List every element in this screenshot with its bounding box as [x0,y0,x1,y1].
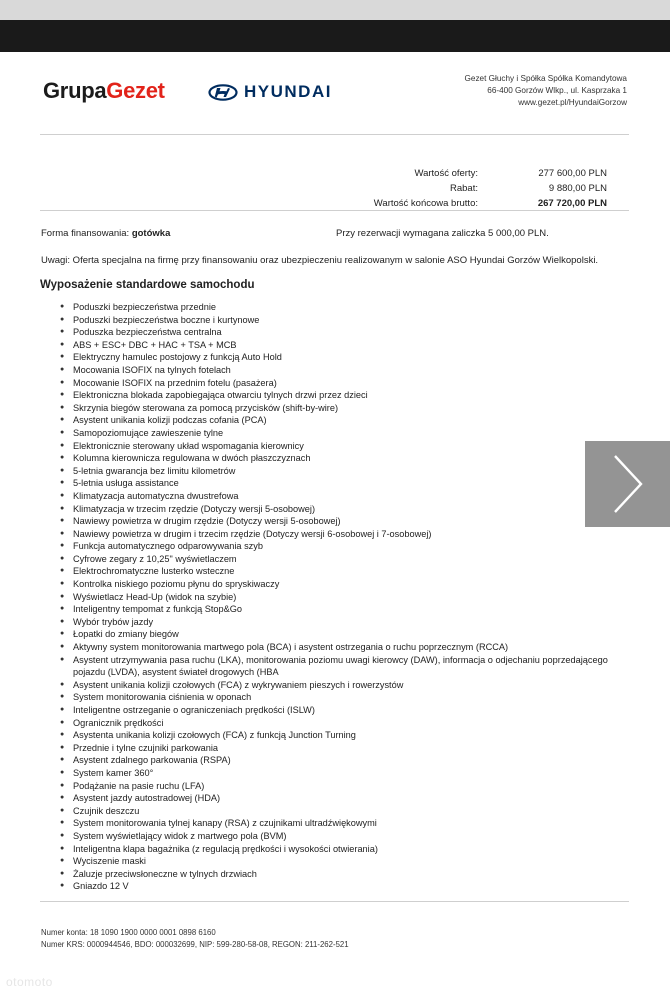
equipment-item: ● Inteligentne ostrzeganie o ograniczeniach prędkości (ISLW) [60,704,620,717]
equipment-item: ● Wybór trybów jazdy [60,616,620,629]
equipment-item: ● Asystent unikania kolizji podczas cofania (PCA) [60,414,620,427]
total-label: Wartość końcowa brutto: [373,198,478,209]
equipment-item: ● Klimatyzacja automatyczna dwustrefowa [60,490,620,503]
equipment-item: ● Kolumna kierownicza regulowana w dwóch płaszczyznach [60,452,620,465]
watermark: otomoto [6,975,53,989]
financing-form [41,228,170,239]
equipment-item: ● Kontrolka niskiego poziomu płynu do spryskiwaczy [60,578,620,591]
equipment-item: ● Asystent jazdy autostradowej (HDA) [60,792,620,805]
hyundai-logo [208,82,332,102]
company-name: Gezet Głuchy i Spółka Spółka Komandytowa [464,74,627,83]
hyundai-emblem-icon [208,84,238,101]
document-footer [41,927,349,951]
equipment-list [60,301,620,893]
equipment-item: ● Poduszki bezpieczeństwa boczne i kurtynowe [60,314,620,327]
next-image-button[interactable] [585,441,670,527]
offer-summary [340,166,610,211]
equipment-item: ● Elektryczny hamulec postojowy z funkcją Auto Hold [60,351,620,364]
top-strip [0,0,670,20]
equipment-title: Wyposażenie standardowe samochodu [40,279,255,291]
equipment-item: ● System wyświetlający widok z martwego pola (BVM) [60,830,620,843]
offer-value-amount: 277 600,00 PLN [538,168,607,179]
registry-info: Numer KRS: 0000944546, BDO: 000032699, NIP: 599-280-58-08, REGON: 211-262-521 [41,940,349,949]
footer-divider [40,901,629,902]
total-row [340,196,610,211]
offer-value-row [340,166,610,181]
equipment-item: ● 5-letnia gwarancja bez limitu kilometrów [60,465,620,478]
equipment-item: ● Samopoziomujące zawieszenie tylne [60,427,620,440]
equipment-item: ● Czujnik deszczu [60,805,620,818]
equipment-item: ● Asystent utrzymywania pasa ruchu (LKA), monitorowania poziomu uwagi kierowcy (DAW), informacja o odjechaniu poprzedającego pojazdu (LVDA), asystent świateł drogowych (HBA [60,654,620,679]
equipment-item: ● Wyciszenie maski [60,855,620,868]
equipment-item: ● Elektronicznie sterowany układ wspomagania kierownicy [60,440,620,453]
equipment-item: ● Mocowania ISOFIX na tylnych fotelach [60,364,620,377]
grupa-gezet-logo [43,78,165,104]
equipment-item: ● Aktywny system monitorowania martwego pola (BCA) i asystent ostrzegania o ruchu poprzecznym (RCCA) [60,641,620,654]
offer-remarks: Uwagi: Oferta specjalna na firmę przy finansowaniu oraz ubezpieczeniu realizowanym w salonie ASO Hyundai Gorzów Wielkopolski. [41,255,599,266]
logo-part-1: Grupa [43,78,107,103]
equipment-item: ● Elektrochromatyczne lusterko wsteczne [60,565,620,578]
equipment-item: ● Poduszka bezpieczeństwa centralna [60,326,620,339]
reservation-note: Przy rezerwacji wymagana zaliczka 5 000,00 PLN. [336,228,549,239]
discount-amount: 9 880,00 PLN [548,183,607,194]
equipment-item: ● Nawiewy powietrza w drugim rzędzie (Dotyczy wersji 5-osobowej) [60,515,620,528]
equipment-item: ● Mocowanie ISOFIX na przednim fotelu (pasażera) [60,377,620,390]
company-street: 66-400 Gorzów Wlkp., ul. Kasprzaka 1 [487,86,627,95]
header-divider [40,134,629,135]
equipment-item: ● Asystent unikania kolizji czołowych (FCA) z wykrywaniem pieszych i rowerzystów [60,679,620,692]
equipment-item: ● Nawiewy powietrza w drugim i trzecim rzędzie (Dotyczy wersji 6-osobowej i 7-osobowej) [60,528,620,541]
discount-row [340,181,610,196]
equipment-item: ● System monitorowania tylnej kanapy (RSA) z czujnikami ultradźwiękowymi [60,817,620,830]
company-website[interactable]: www.gezet.pl/HyundaiGorzow [518,98,627,107]
equipment-item: ● Gniazdo 12 V [60,880,620,893]
equipment-item: ● Funkcja automatycznego odparowywania szyb [60,540,620,553]
company-address [465,73,627,109]
equipment-item: ● Poduszki bezpieczeństwa przednie [60,301,620,314]
offer-divider [40,210,629,211]
offer-value-label: Wartość oferty: [414,168,478,179]
bank-account: Numer konta: 18 1090 1900 0000 0001 0898 6160 [41,928,216,937]
equipment-item: ● System monitorowania ciśnienia w oponach [60,691,620,704]
equipment-item: ● Żaluzje przeciwsłoneczne w tylnych drzwiach [60,868,620,881]
equipment-item: ● Asystenta unikania kolizji czołowych (FCA) z funkcją Junction Turning [60,729,620,742]
equipment-item: ● System kamer 360° [60,767,620,780]
equipment-item: ● Inteligentny tempomat z funkcją Stop&Go [60,603,620,616]
logo-part-2: Gezet [106,78,165,103]
equipment-item: ● Inteligentna klapa bagażnika (z regulacją prędkości i wysokości otwierania) [60,843,620,856]
equipment-item: ● Skrzynia biegów sterowana za pomocą przycisków (shift-by-wire) [60,402,620,415]
equipment-item: ● Asystent zdalnego parkowania (RSPA) [60,754,620,767]
chevron-right-icon [611,453,645,515]
document-header [0,52,670,142]
equipment-item: ● Łopatki do zmiany biegów [60,628,620,641]
discount-label: Rabat: [450,183,478,194]
equipment-item: ● Wyświetlacz Head-Up (widok na szybie) [60,591,620,604]
equipment-item: ● ABS + ESC+ DBC + HAC + TSA + MCB [60,339,620,352]
total-amount: 267 720,00 PLN [537,198,607,209]
equipment-item: ● Cyfrowe zegary z 10,25" wyświetlaczem [60,553,620,566]
equipment-item: ● Elektroniczna blokada zapobiegająca otwarciu tylnych drzwi przez dzieci [60,389,620,402]
financing-label: Forma finansowania: [41,228,130,239]
equipment-item: ● 5-letnia usługa assistance [60,477,620,490]
hyundai-wordmark: HYUNDAI [244,82,332,101]
equipment-item: ● Podążanie na pasie ruchu (LFA) [60,780,620,793]
equipment-item: ● Ogranicznik prędkości [60,717,620,730]
equipment-item: ● Przednie i tylne czujniki parkowania [60,742,620,755]
equipment-item: ● Klimatyzacja w trzecim rzędzie (Dotyczy wersji 5-osobowej) [60,503,620,516]
financing-value: gotówka [131,228,171,239]
